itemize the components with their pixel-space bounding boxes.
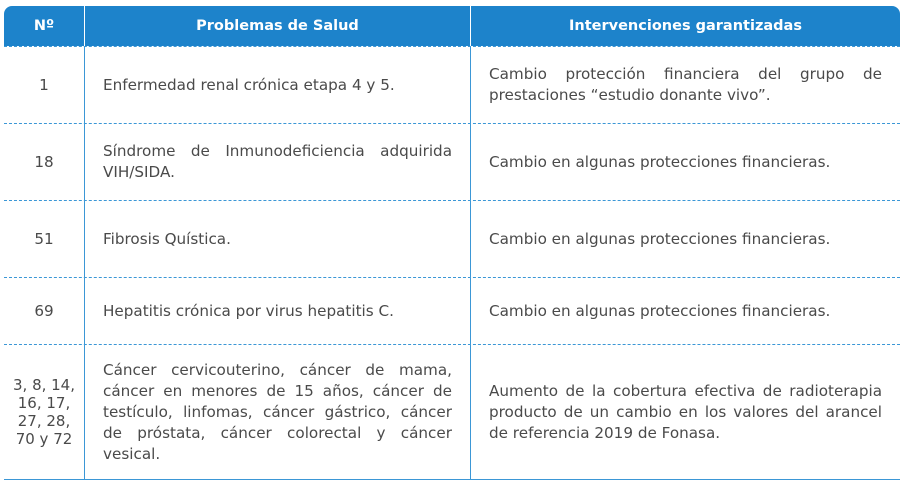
row-problem: Fibrosis Quística. [84, 201, 470, 277]
table-row [4, 344, 900, 479]
row-intervention: Cambio en algunas protecciones financieras. [470, 124, 900, 200]
table-header [4, 6, 900, 46]
table-row [4, 123, 900, 200]
row-problem: Enfermedad renal crónica etapa 4 y 5. [84, 47, 470, 123]
row-number: 51 [34, 229, 54, 248]
row-intervention: Cambio en algunas protecciones financieras. [470, 201, 900, 277]
row-problem: Síndrome de Inmunodeficiencia adquirida VIH/SIDA. [84, 124, 470, 200]
header-guaranteed-interventions: Intervenciones garantizadas [470, 6, 900, 46]
table-row [4, 277, 900, 344]
row-number: 69 [34, 301, 54, 320]
row-problem: Hepatitis crónica por virus hepatitis C. [84, 278, 470, 344]
row-intervention: Cambio protección financiera del grupo de prestaciones “estudio donante vivo”. [470, 47, 900, 123]
row-number: 3, 8, 14, 16, 17, 27, 28, 70 y 72 [12, 376, 75, 448]
health-problems-table [4, 6, 900, 480]
row-number: 1 [39, 75, 49, 94]
header-health-problems: Problemas de Salud [84, 6, 470, 46]
row-intervention: Aumento de la cobertura efectiva de radioterapia producto de un cambio en los valores del arancel de referencia 2019 de Fonasa. [470, 345, 900, 479]
row-intervention: Cambio en algunas protecciones financieras. [470, 278, 900, 344]
header-number: Nº [33, 18, 55, 34]
table-row [4, 200, 900, 277]
row-number: 18 [34, 152, 54, 171]
table-row [4, 46, 900, 123]
row-problem: Cáncer cervicouterino, cáncer de mama, cáncer en menores de 15 años, cáncer de testículo, linfomas, cáncer gástrico, cáncer de próstata, cáncer colorectal y cáncer vesical. [84, 345, 470, 479]
